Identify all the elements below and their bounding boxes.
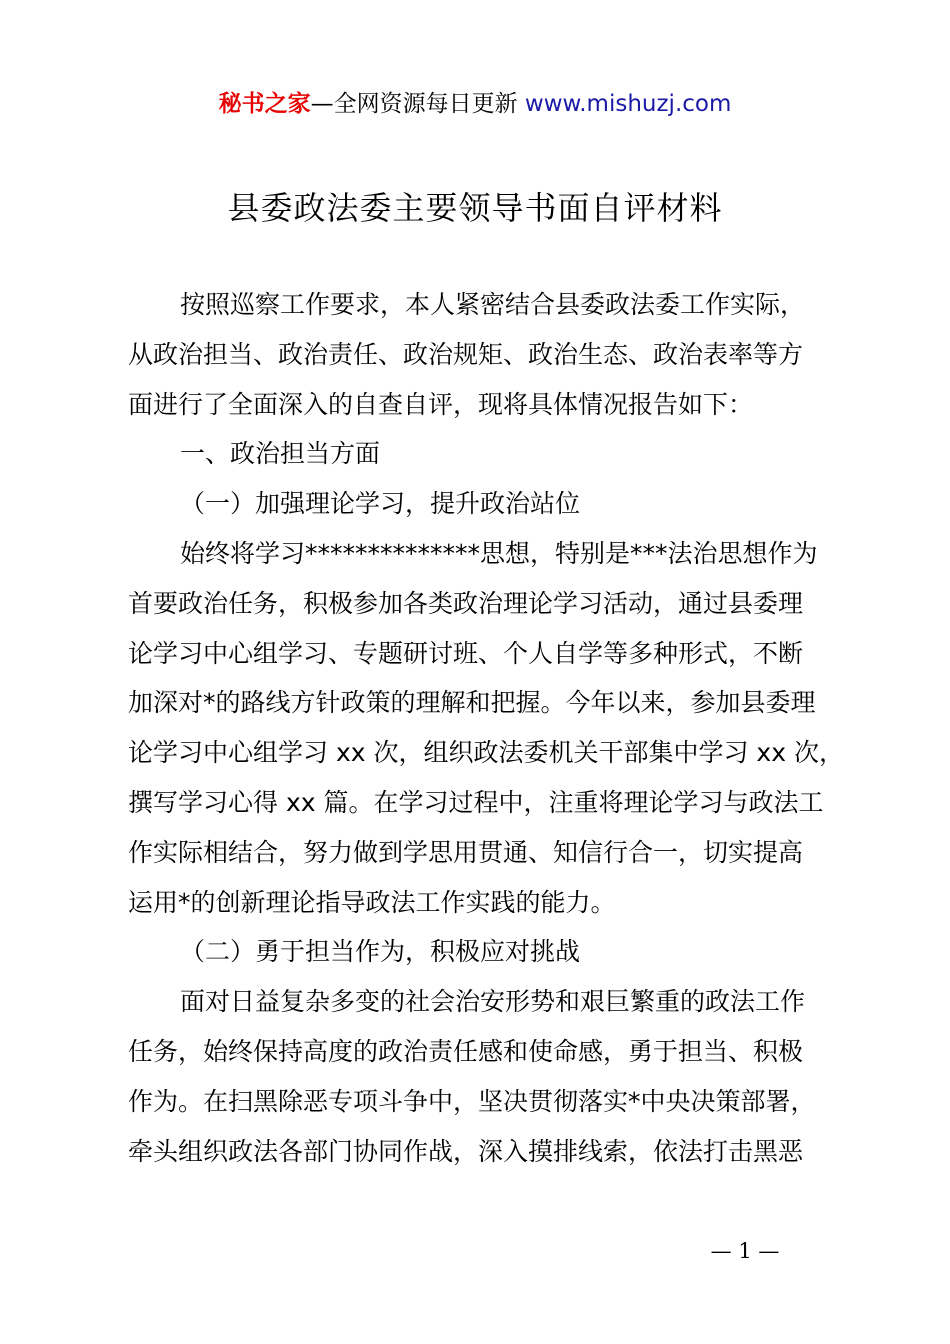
page-number: — 1 — (710, 1239, 780, 1263)
body-line: 论学习中心组学习、专题研讨班、个人自学等多种形式，不断 (128, 638, 804, 668)
body-line: 面进行了全面深入的自查自评，现将具体情况报告如下： (128, 389, 754, 419)
subsection-heading: （一）加强理论学习，提升政治站位 (180, 489, 581, 519)
brand-name: 秘书之家 (218, 91, 311, 117)
subsection-heading: （二）勇于担当作为，积极应对挑战 (180, 937, 581, 967)
body-line: 按照巡察工作要求，本人紧密结合县委政法委工作实际， (180, 290, 806, 319)
section-heading: 一、政治担当方面 (180, 439, 381, 469)
body-line: 始终将学习**************思想，特别是***法治思想作为 (180, 538, 818, 568)
body-line: 作为。在扫黑除恶专项斗争中，坚决贯彻落实*中央决策部署， (128, 1086, 816, 1116)
body-line: 撰写学习心得 xx 篇。在学习过程中，注重将理论学习与政法工 (128, 787, 824, 817)
site-url[interactable]: www.mishuzj.com (524, 91, 732, 117)
body-line: 从政治担当、政治责任、政治规矩、政治生态、政治表率等方 (128, 339, 804, 369)
document-title: 县委政法委主要领导书面自评材料 (227, 189, 723, 227)
body-line: 面对日益复杂多变的社会治安形势和艰巨繁重的政法工作 (180, 987, 806, 1017)
body-line: 运用*的创新理论指导政法工作实践的能力。 (128, 887, 616, 917)
site-header (0, 86, 950, 122)
document-body (128, 280, 844, 1176)
body-line: 任务，始终保持高度的政治责任感和使命感，勇于担当、积极 (128, 1036, 804, 1066)
body-line: 首要政治任务，积极参加各类政治理论学习活动，通过县委理 (128, 588, 804, 618)
body-line: 牵头组织政法各部门协同作战，深入摸排线索，依法打击黑恶 (128, 1136, 804, 1166)
body-line: 论学习中心组学习 xx 次，组织政法委机关干部集中学习 xx 次， (128, 738, 844, 768)
body-line: 加深对*的路线方针政策的理解和把握。今年以来，参加县委理 (128, 688, 816, 718)
body-line: 作实际相结合，努力做到学思用贯通、知信行合一，切实提高 (128, 837, 804, 867)
header-tagline: —全网资源每日更新 (310, 91, 525, 117)
